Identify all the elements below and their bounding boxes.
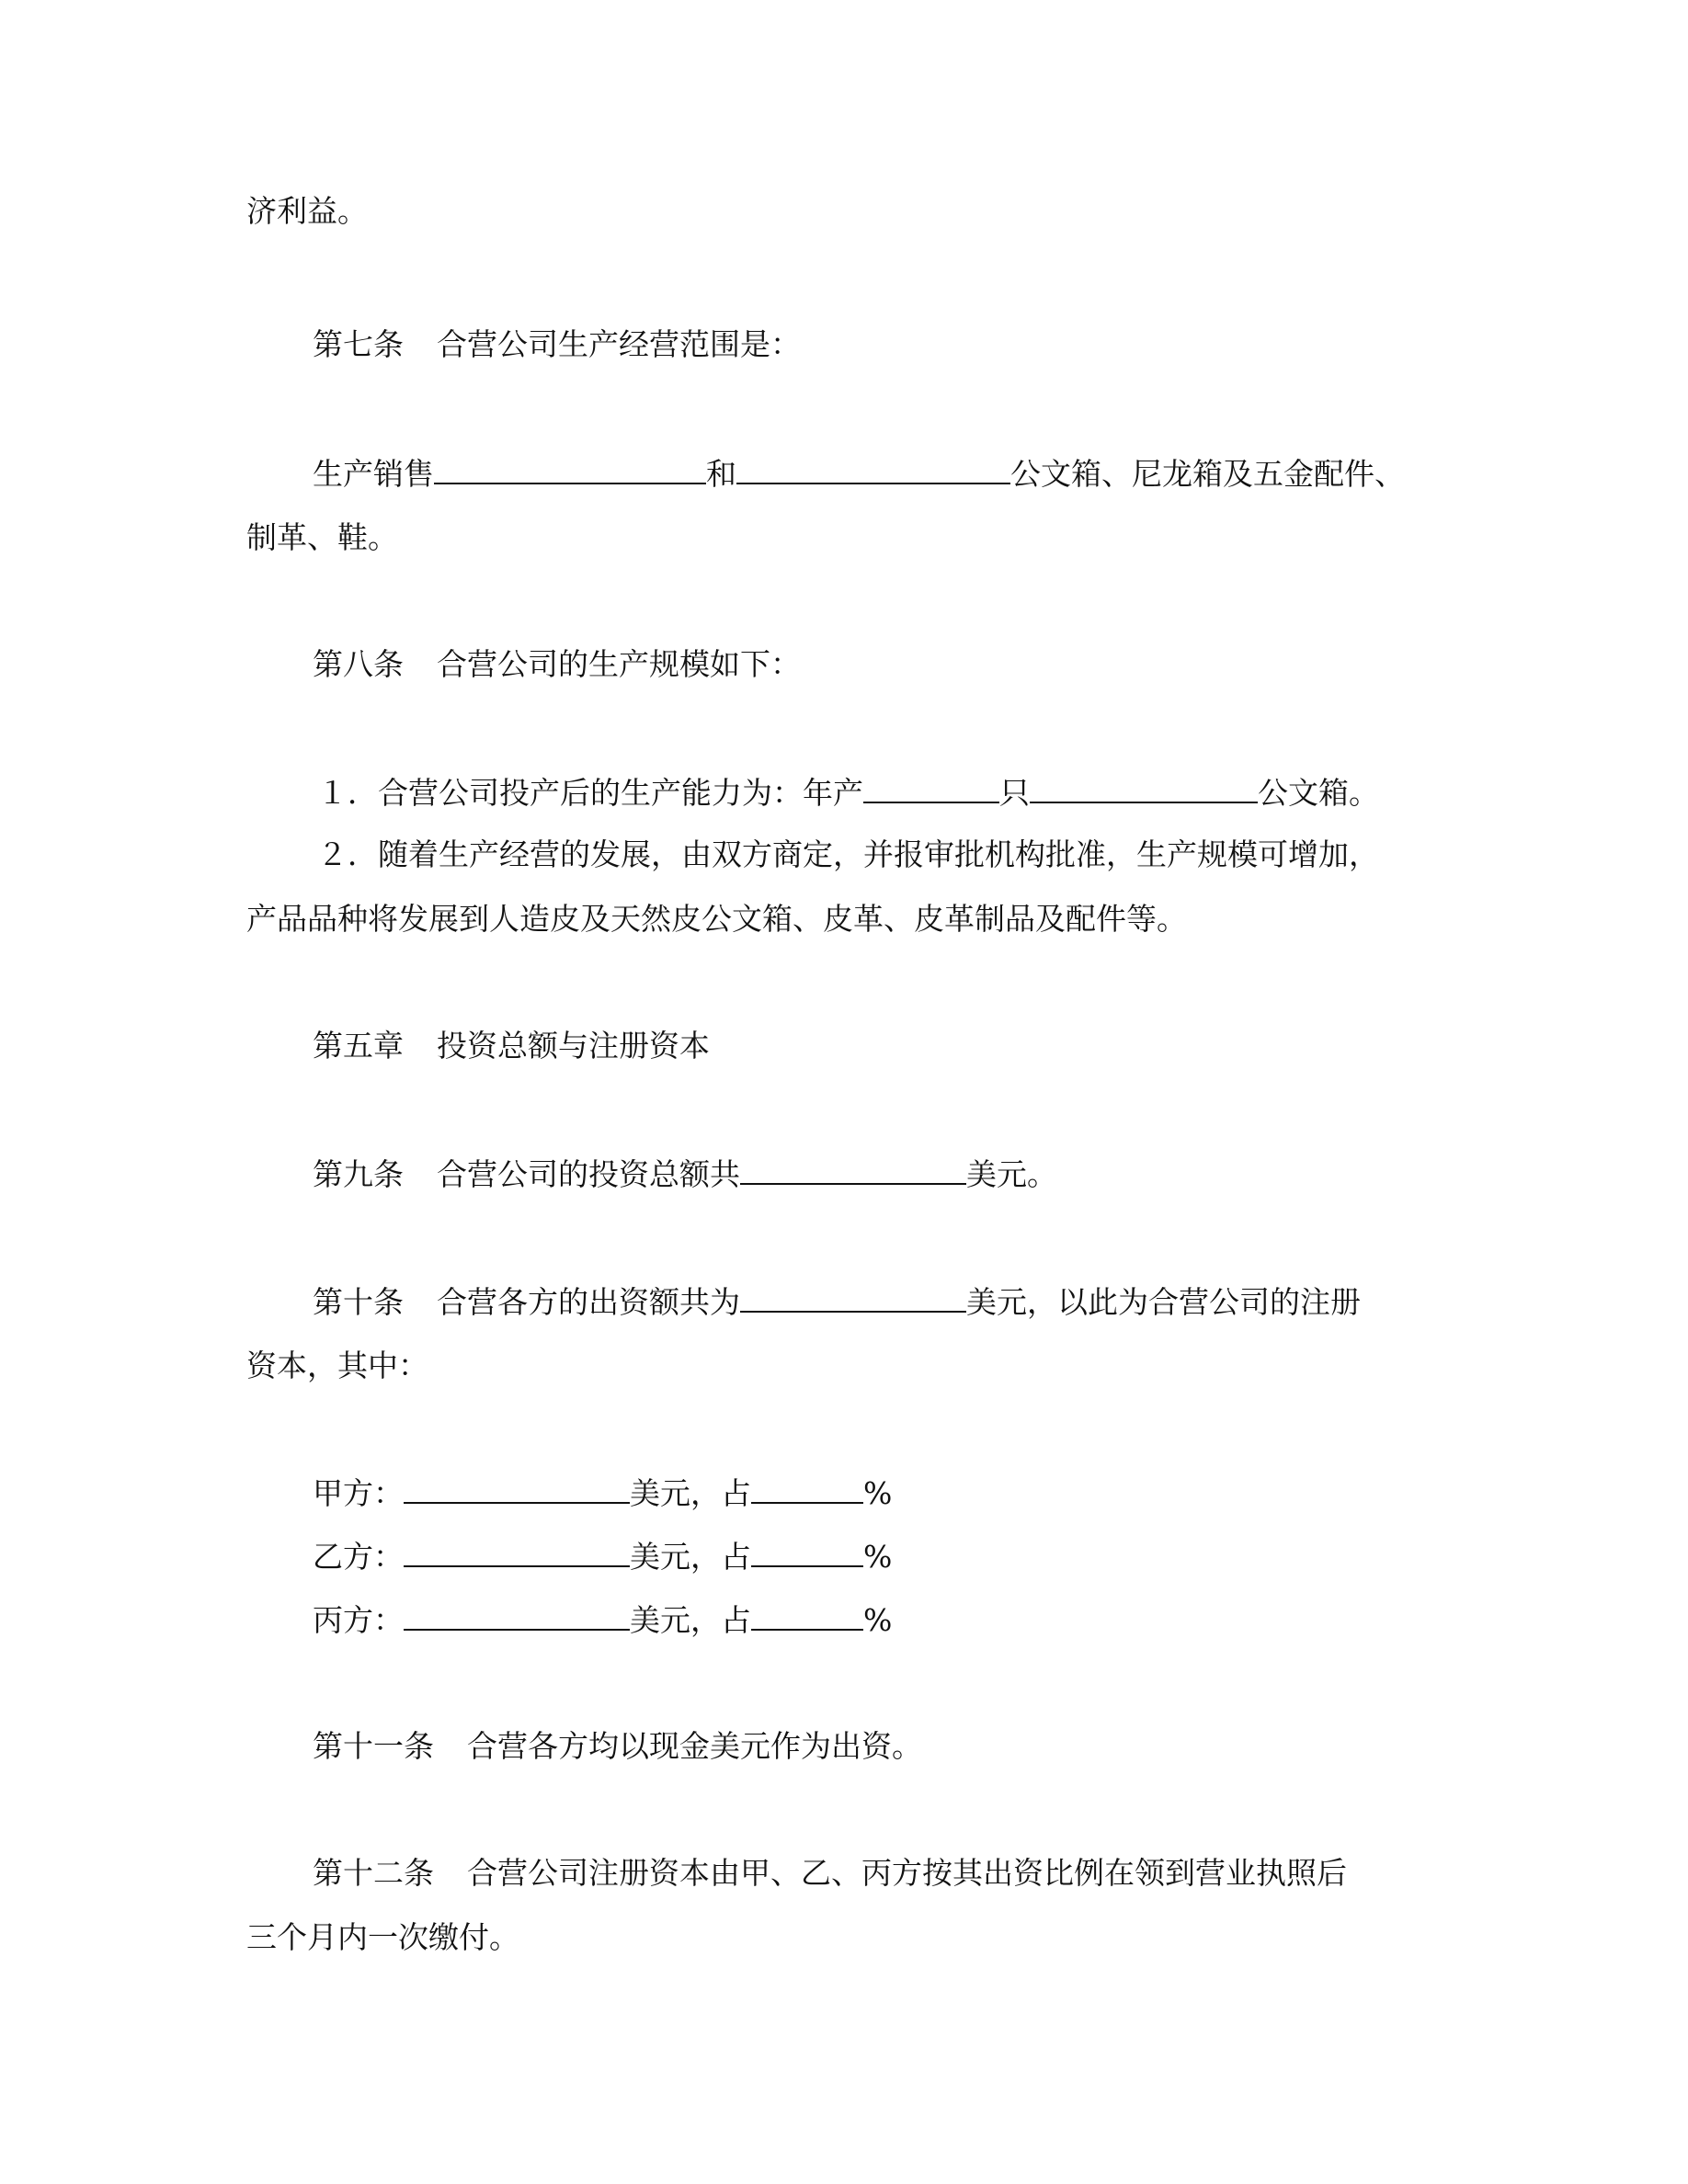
party-label: 丙方： (313, 1602, 404, 1638)
text: 美元，占 (630, 1602, 751, 1638)
article-7-body-cont: 制革、鞋。 (246, 519, 398, 555)
article-8-heading (313, 646, 801, 683)
blank-field-amount[interactable] (404, 1601, 630, 1631)
text: 美元，以此为合营公司的注册 (966, 1284, 1361, 1320)
blank-field-amount[interactable] (404, 1474, 630, 1504)
paragraph-continuation: 济利益。 (246, 193, 368, 229)
blank-field-type[interactable] (1030, 774, 1258, 803)
text: 公文箱。 (1258, 775, 1379, 811)
article-11 (313, 1728, 922, 1765)
article-text: 合营各方均以现金美元作为出资。 (467, 1728, 922, 1764)
text: 美元，占 (630, 1539, 751, 1575)
blank-field-amount[interactable] (404, 1538, 630, 1567)
article-7-body (313, 455, 1405, 493)
party-row (313, 1538, 892, 1575)
party-row (313, 1474, 892, 1512)
article-number: 第八条 (313, 646, 404, 682)
article-8-item-2-cont: 产品品种将发展到人造皮及天然皮公文箱、皮革、皮革制品及配件等。 (246, 901, 1187, 937)
article-number: 第七条 (313, 326, 404, 362)
article-text: 合营公司注册资本由甲、乙、丙方按其出资比例在领到营业执照后 (467, 1855, 1347, 1891)
blank-field-quantity[interactable] (863, 774, 999, 803)
text: 生产销售 (313, 456, 434, 492)
article-number: 第九条 (313, 1156, 404, 1192)
text: 公文箱、尼龙箱及五金配件、 (1010, 456, 1405, 492)
article-number: 第十二条 (313, 1855, 434, 1891)
article-text: 合营公司生产经营范围是： (437, 326, 801, 362)
party-label: 乙方： (313, 1539, 404, 1575)
article-10-cont: 资本，其中： (246, 1348, 428, 1383)
article-10 (313, 1283, 1361, 1321)
party-label: 甲方： (313, 1475, 404, 1511)
article-12 (313, 1855, 1347, 1892)
party-row (313, 1601, 892, 1639)
percent-sign: % (863, 1475, 893, 1511)
chapter-title: 投资总额与注册资本 (437, 1028, 710, 1064)
article-text: 合营公司的生产规模如下： (437, 646, 801, 682)
article-number: 第十一条 (313, 1728, 434, 1764)
blank-field-product-1[interactable] (434, 455, 706, 484)
blank-field-percent[interactable] (751, 1601, 863, 1631)
text: 和 (706, 456, 736, 492)
article-7-heading (313, 326, 801, 363)
text: 美元。 (966, 1156, 1057, 1192)
text: １．合营公司投产后的生产能力为：年产 (317, 775, 863, 811)
article-text: 合营各方的出资额共为 (437, 1284, 740, 1320)
blank-field-registered-capital[interactable] (740, 1283, 966, 1313)
blank-field-total-investment[interactable] (740, 1155, 966, 1185)
blank-field-percent[interactable] (751, 1474, 863, 1504)
chapter-number: 第五章 (313, 1028, 404, 1064)
text: 只 (999, 775, 1030, 811)
article-number: 第十条 (313, 1284, 404, 1320)
text: 美元，占 (630, 1475, 751, 1511)
percent-sign: % (863, 1602, 893, 1638)
article-12-cont: 三个月内一次缴付。 (246, 1919, 519, 1955)
article-9 (313, 1155, 1057, 1193)
blank-field-product-2[interactable] (736, 455, 1010, 484)
percent-sign: % (863, 1539, 893, 1575)
article-8-item-1 (317, 774, 1379, 812)
article-text: 合营公司的投资总额共 (437, 1156, 740, 1192)
chapter-5-heading (313, 1028, 710, 1064)
blank-field-percent[interactable] (751, 1538, 863, 1567)
article-8-item-2: ２．随着生产经营的发展，由双方商定，并报审批机构批准，生产规模可增加， (317, 836, 1379, 872)
